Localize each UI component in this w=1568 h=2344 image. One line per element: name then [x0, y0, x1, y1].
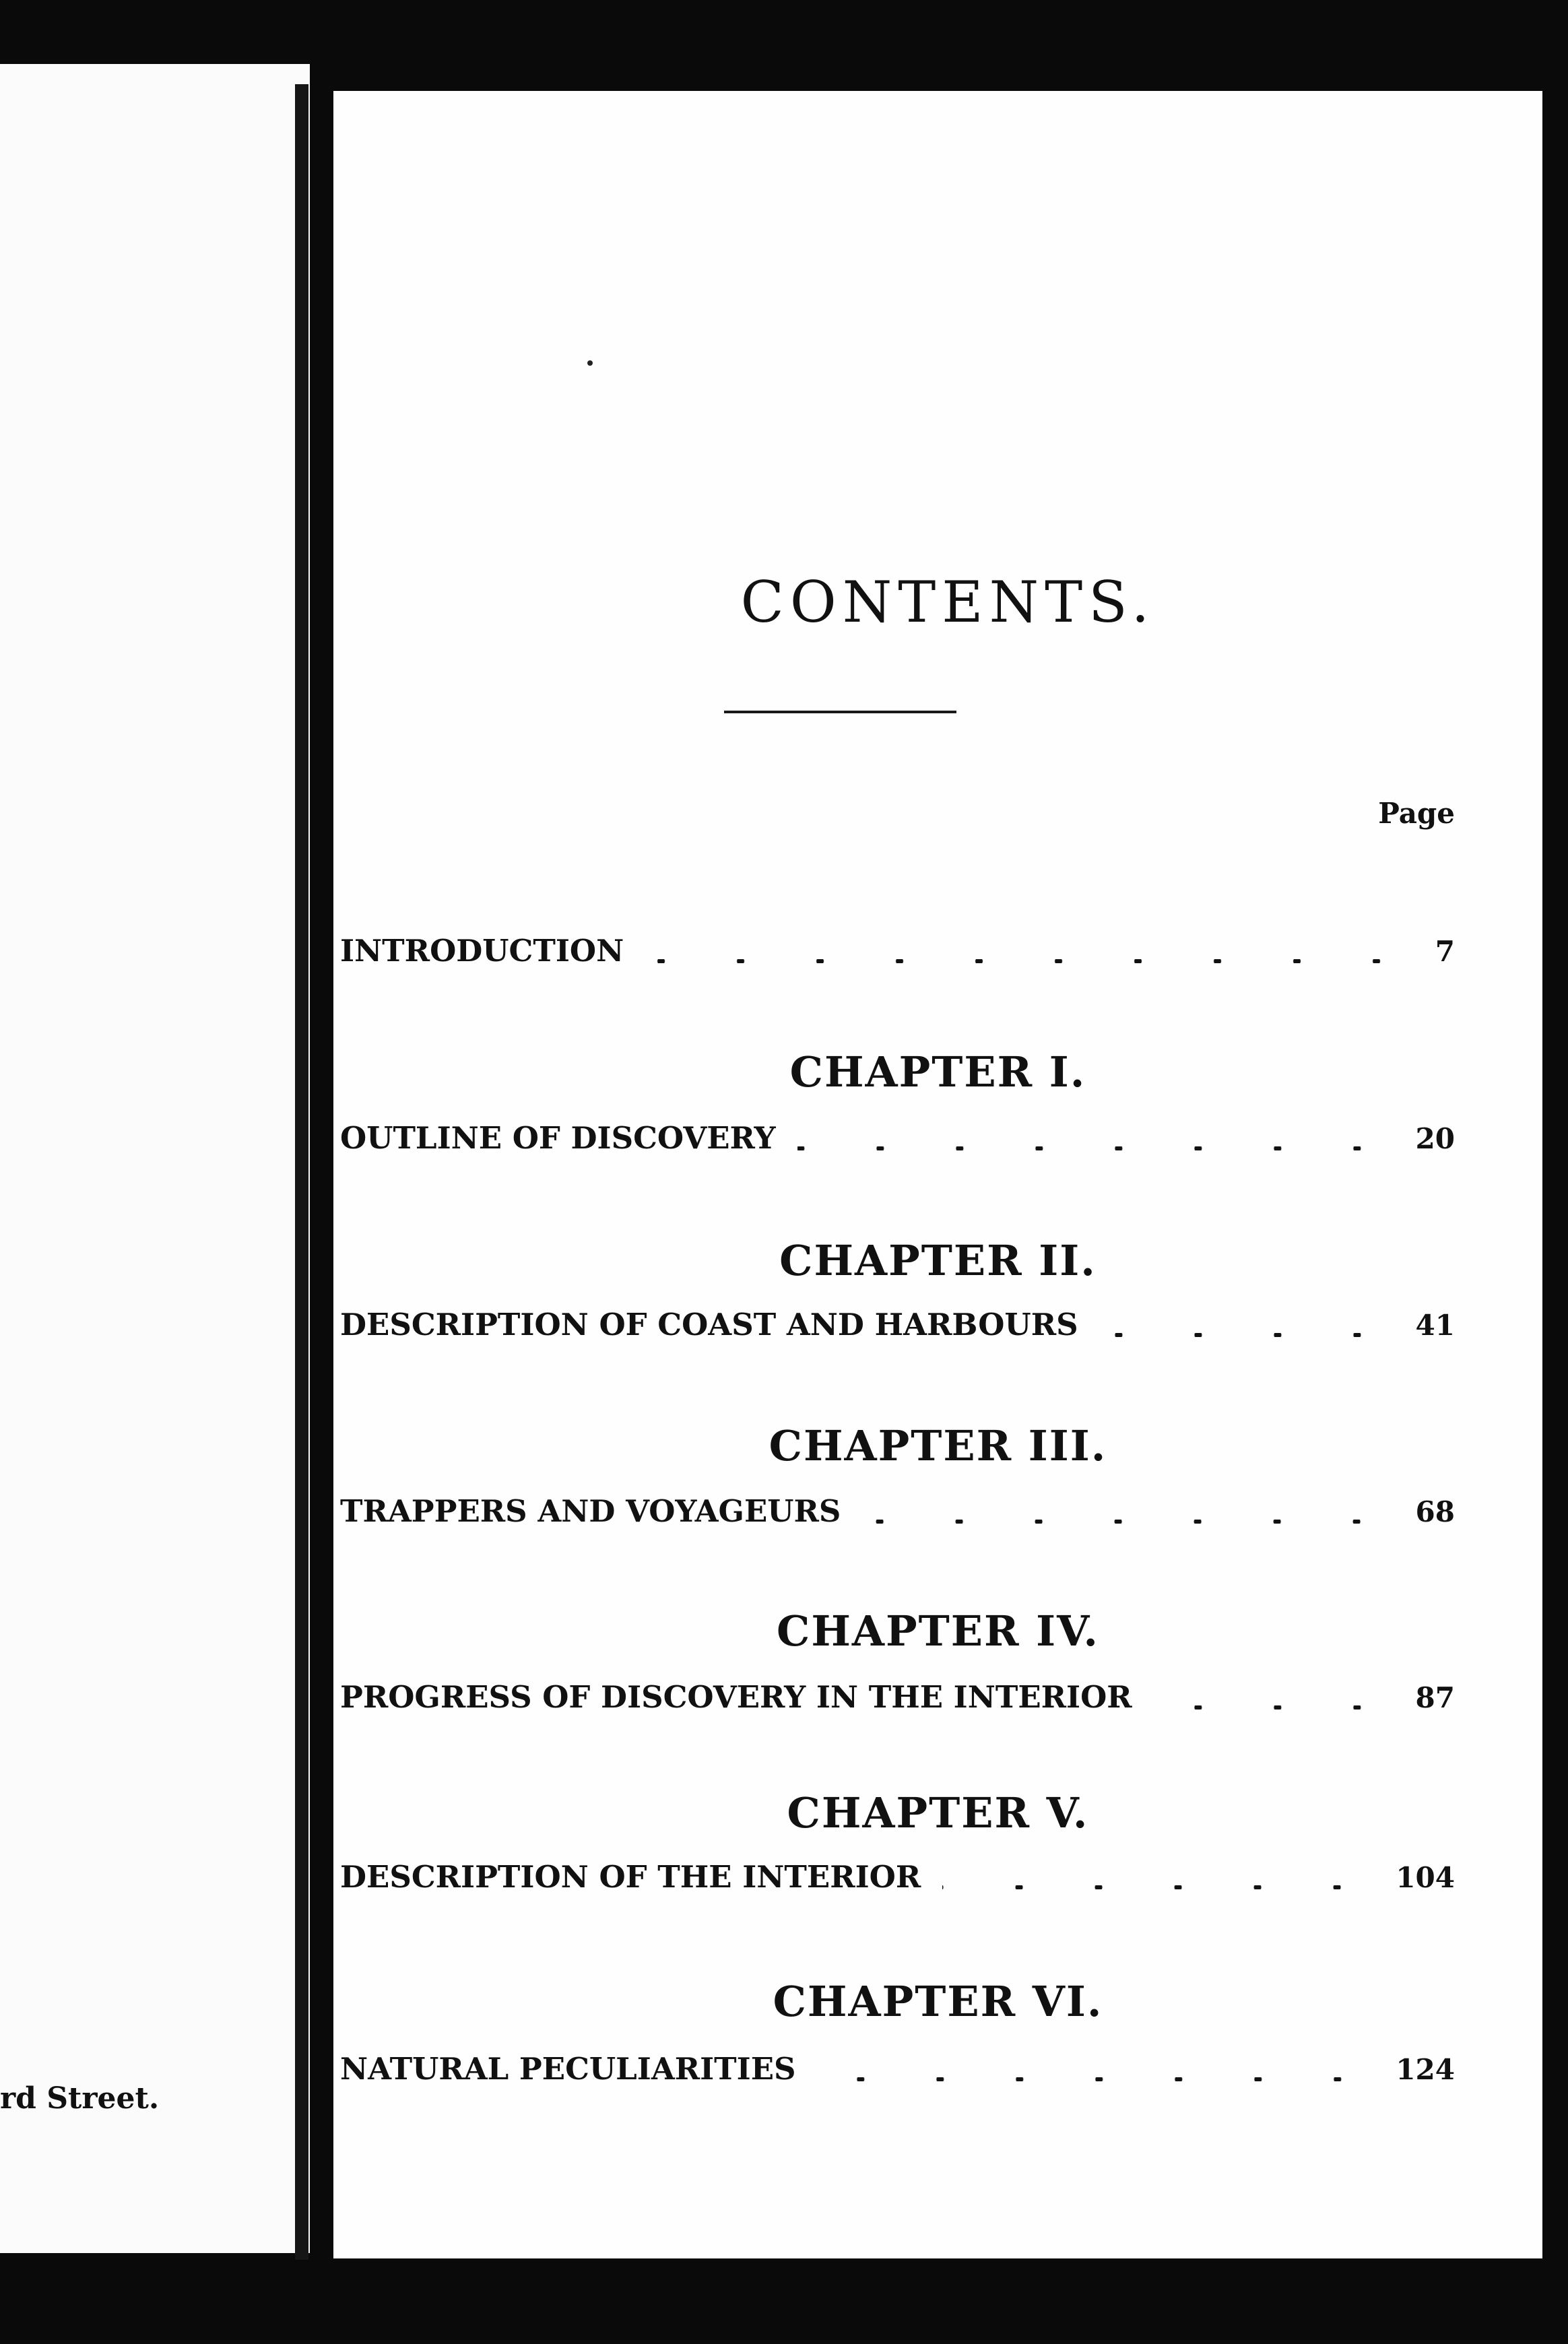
- chapter-heading: CHAPTER I.: [789, 1047, 1086, 1097]
- toc-entry-page: 41: [1415, 1309, 1455, 1342]
- toc-entry-introduction[interactable]: [340, 933, 1455, 980]
- dot-leader: [862, 1520, 1396, 1524]
- dot-leader: [645, 959, 1416, 963]
- toc-entry-chapter-1[interactable]: [340, 1120, 1455, 1167]
- chapter-heading: CHAPTER IV.: [776, 1606, 1099, 1656]
- toc-entry-title: PROGRESS OF DISCOVERY IN THE INTERIOR: [340, 1679, 1132, 1715]
- left-page-fragment-text: rd Street.: [0, 2081, 160, 2116]
- dot-leader: [1100, 1333, 1397, 1337]
- dot-leader: [1154, 1705, 1397, 1710]
- chapter-heading: CHAPTER III.: [769, 1421, 1107, 1470]
- left-page: [0, 64, 310, 2253]
- toc-entry-chapter-4[interactable]: [340, 1679, 1455, 1726]
- toc-entry-title: DESCRIPTION OF THE INTERIOR: [340, 1859, 921, 1895]
- toc-entry-title: TRAPPERS AND VOYAGEURS: [340, 1493, 841, 1529]
- toc-entry-title: NATURAL PECULIARITIES: [340, 2051, 796, 2087]
- toc-entry-page: 104: [1396, 1861, 1455, 1894]
- contents-title: CONTENTS.: [740, 569, 1156, 635]
- dot-leader: [797, 1146, 1397, 1150]
- toc-entry-chapter-2[interactable]: [340, 1307, 1455, 1354]
- toc-entry-chapter-6[interactable]: [340, 2051, 1455, 2098]
- toc-entry-chapter-3[interactable]: [340, 1493, 1455, 1540]
- chapter-heading: CHAPTER VI.: [773, 1977, 1103, 2026]
- dot-leader: [942, 1885, 1377, 1889]
- toc-entry-page: 124: [1396, 2053, 1455, 2086]
- toc-entry-title: DESCRIPTION OF COAST AND HARBOURS: [340, 1307, 1078, 1342]
- title-divider: [724, 711, 956, 713]
- toc-entry-title: INTRODUCTION: [340, 933, 624, 969]
- toc-entry-title: OUTLINE OF DISCOVERY: [340, 1120, 776, 1156]
- gutter-rule: [295, 84, 308, 2260]
- chapter-heading: CHAPTER V.: [787, 1788, 1089, 1837]
- chapter-heading: CHAPTER II.: [779, 1236, 1097, 1285]
- dot-leader: [818, 2077, 1377, 2081]
- toc-entry-page: 68: [1415, 1495, 1455, 1528]
- ink-speck: [587, 360, 593, 366]
- contents-page: [333, 91, 1542, 2258]
- page-column-header: Page: [1378, 797, 1455, 830]
- toc-entry-page: 7: [1435, 935, 1455, 968]
- toc-entry-page: 87: [1415, 1681, 1455, 1714]
- toc-entry-page: 20: [1415, 1122, 1455, 1155]
- toc-entry-chapter-5[interactable]: [340, 1859, 1455, 1906]
